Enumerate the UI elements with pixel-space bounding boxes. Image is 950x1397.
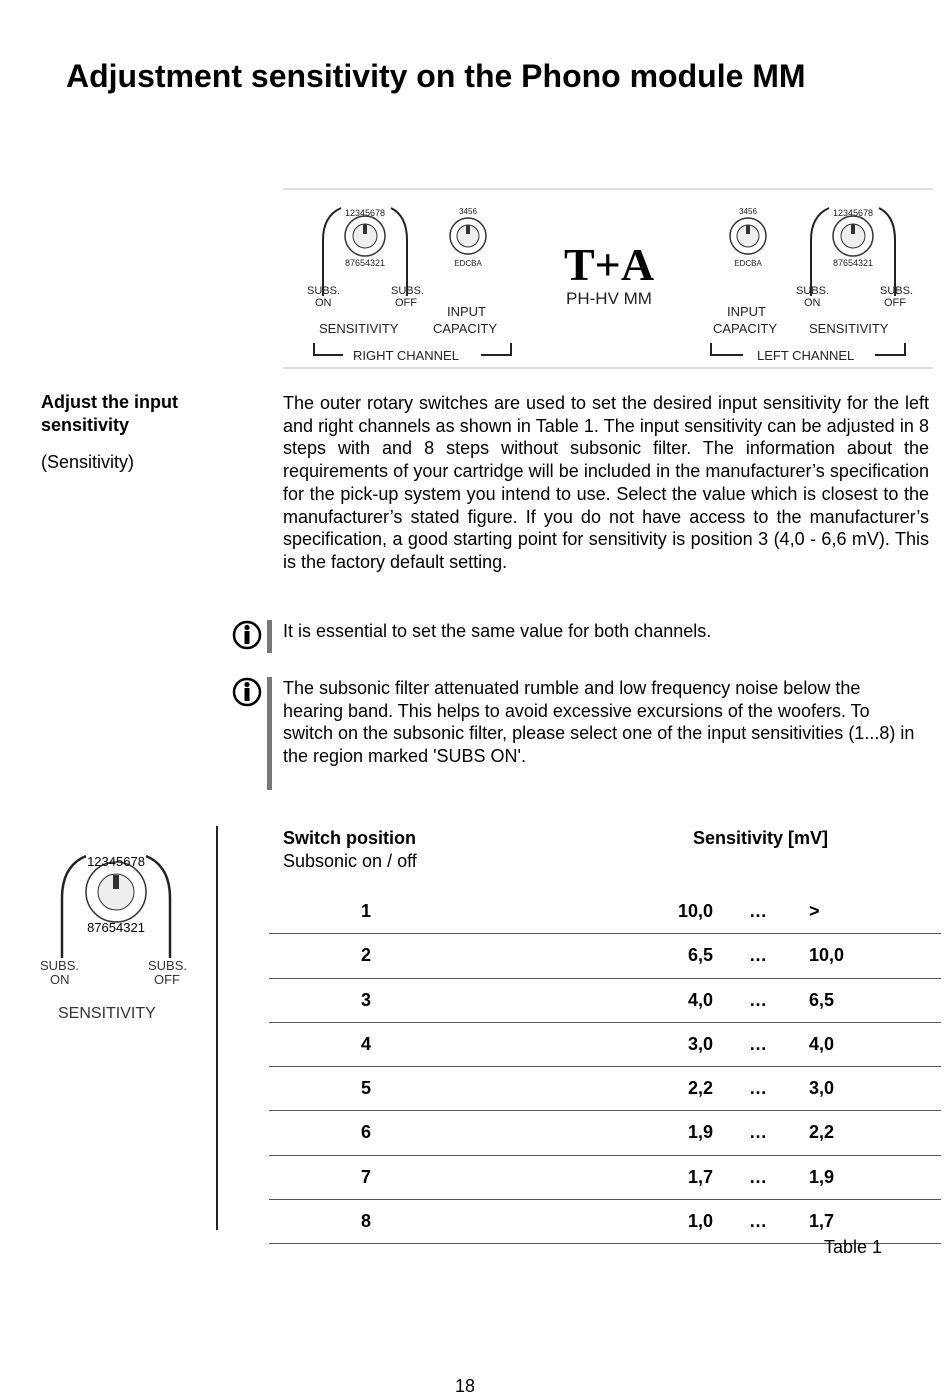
info-icon bbox=[232, 677, 262, 712]
table-row: 1 10,0 … > bbox=[269, 890, 941, 934]
svg-text:12345678: 12345678 bbox=[87, 854, 145, 869]
panel-svg bbox=[283, 188, 933, 370]
intro-paragraph: The outer rotary switches are used to set the desired input sensitivity for the left and right channels as shown in Table 1. The input sensitivity can be adjusted in 8 steps with and 8 steps without subsonic filter. The information about the requirements of your cartridge will be included in the manufacturer’s specification for the pick-up system you intend to use. Select the value which is closest to the manufacturer’s stated figure. If you do not have access to the manufacturer’s specification, a good starting point for sensitivity is position 3 (4,0 - 6,6 mV). This is the factory default setting. bbox=[283, 393, 929, 572]
sensitivity-dial-icon bbox=[36, 850, 196, 1030]
svg-text:PH-HV MM: PH-HV MM bbox=[566, 289, 652, 308]
table-row: 5 2,2 … 3,0 bbox=[269, 1067, 941, 1111]
table-row: 3 4,0 … 6,5 bbox=[269, 979, 941, 1023]
svg-text:87654321: 87654321 bbox=[87, 920, 145, 935]
brand-logo: T+A bbox=[563, 239, 655, 290]
svg-text:12345678: 12345678 bbox=[344, 208, 386, 218]
svg-text:RIGHT CHANNEL: RIGHT CHANNEL bbox=[353, 348, 459, 363]
svg-text:ON: ON bbox=[315, 297, 332, 309]
svg-text:3456: 3456 bbox=[459, 207, 477, 216]
svg-text:LEFT CHANNEL: LEFT CHANNEL bbox=[757, 348, 855, 363]
svg-text:ON: ON bbox=[804, 297, 821, 309]
svg-text:87654321: 87654321 bbox=[344, 258, 386, 268]
sensitivity-dial-figure bbox=[36, 850, 196, 1030]
svg-text:ON: ON bbox=[50, 972, 70, 987]
svg-text:SUBS.: SUBS. bbox=[40, 958, 80, 973]
svg-text:87654321: 87654321 bbox=[832, 258, 874, 268]
page-number: 18 bbox=[455, 1376, 476, 1396]
table-row: 8 1,0 … 1,7 bbox=[269, 1200, 941, 1244]
table-row: 2 6,5 … 10,0 bbox=[269, 934, 941, 978]
svg-text:INPUT: INPUT bbox=[727, 304, 766, 319]
phono-module-panel-drawing bbox=[283, 188, 933, 370]
svg-text:SUBS.: SUBS. bbox=[880, 285, 914, 297]
note-same-value: It is essential to set the same value for both channels. bbox=[283, 621, 712, 641]
table-row: 7 1,7 … 1,9 bbox=[269, 1156, 941, 1200]
svg-text:OFF: OFF bbox=[395, 297, 417, 309]
table-row: 6 1,9 … 2,2 bbox=[269, 1111, 941, 1155]
svg-text:12345678: 12345678 bbox=[832, 208, 874, 218]
svg-text:SENSITIVITY: SENSITIVITY bbox=[809, 321, 889, 336]
info-icon bbox=[232, 620, 262, 655]
left-sensitivity-dial-icon bbox=[811, 208, 895, 296]
divider bbox=[216, 826, 218, 1230]
svg-text:SENSITIVITY: SENSITIVITY bbox=[58, 1005, 156, 1022]
left-capacity-dial-icon bbox=[730, 207, 766, 268]
right-capacity-dial-icon bbox=[450, 207, 486, 268]
svg-text:OFF: OFF bbox=[884, 297, 906, 309]
svg-text:INPUT: INPUT bbox=[447, 304, 486, 319]
note-subsonic: The subsonic filter attenuated rumble and low frequency noise below the hearing band. This helps to avoid excessive excursions of the woofers. To switch on the subsonic filter, please select one of the input sensitivities (1...8) in the region marked 'SUBS ON'. bbox=[283, 678, 915, 767]
page-title: Adjustment sensitivity on the Phono module MM bbox=[66, 58, 806, 94]
section-subheading: (Sensitivity) bbox=[41, 452, 135, 472]
note-bar bbox=[267, 677, 272, 790]
svg-text:OFF: OFF bbox=[154, 972, 180, 987]
note-bar bbox=[267, 620, 272, 653]
table-row: 4 3,0 … 4,0 bbox=[269, 1023, 941, 1067]
table-caption: Table 1 bbox=[824, 1237, 883, 1257]
right-sensitivity-dial-icon bbox=[323, 208, 407, 296]
sensitivity-table bbox=[269, 890, 941, 1244]
svg-text:EDCBA: EDCBA bbox=[454, 259, 482, 268]
table-header-position: Switch position bbox=[283, 828, 416, 848]
svg-text:3456: 3456 bbox=[739, 207, 757, 216]
svg-text:EDCBA: EDCBA bbox=[734, 259, 762, 268]
svg-text:CAPACITY: CAPACITY bbox=[433, 321, 498, 336]
svg-text:SUBS.: SUBS. bbox=[307, 285, 341, 297]
svg-text:CAPACITY: CAPACITY bbox=[713, 321, 778, 336]
svg-text:SUBS.: SUBS. bbox=[796, 285, 830, 297]
svg-text:SENSITIVITY: SENSITIVITY bbox=[319, 321, 399, 336]
svg-text:SUBS.: SUBS. bbox=[391, 285, 425, 297]
table-header-sensitivity: Sensitivity [mV] bbox=[693, 828, 829, 848]
section-heading: Adjust the input sensitivity bbox=[41, 392, 178, 435]
table-header-subsonic: Subsonic on / off bbox=[283, 851, 417, 871]
svg-text:SUBS.: SUBS. bbox=[148, 958, 188, 973]
